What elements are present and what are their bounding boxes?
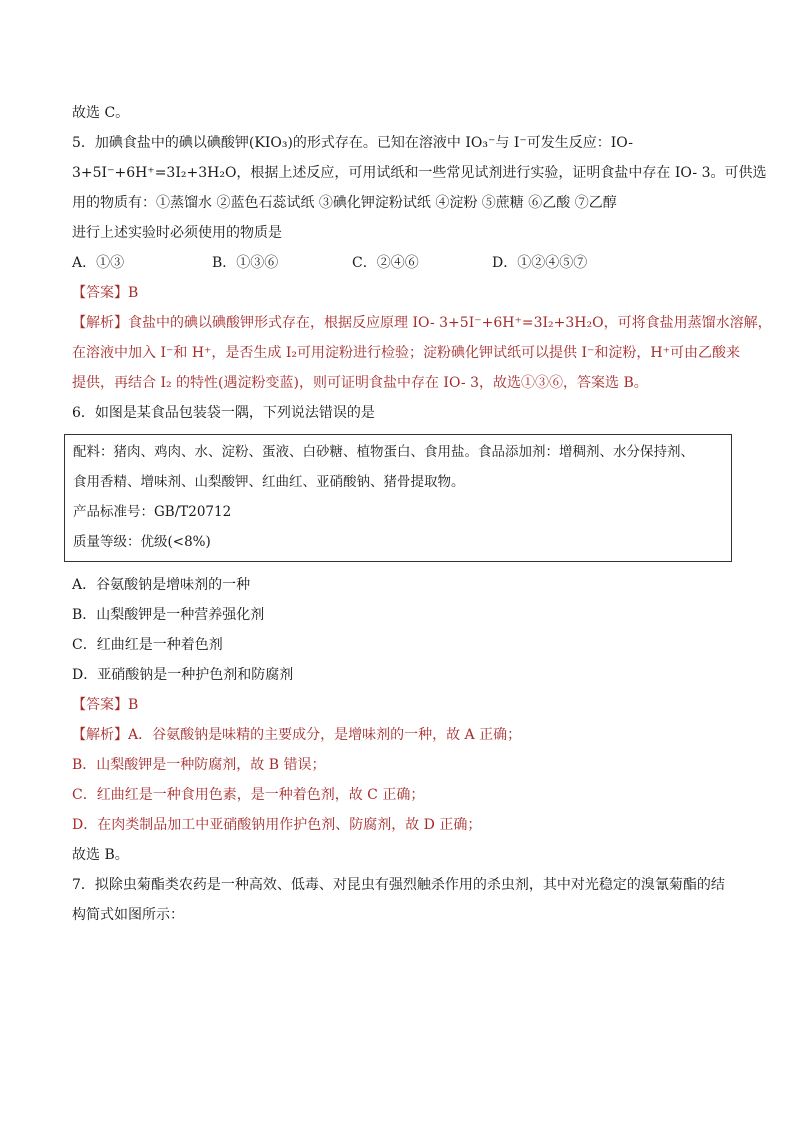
answer-value: B	[128, 285, 139, 301]
analysis-text: C．红曲红是一种食用色素，是一种着色剂，故 C 正确；	[72, 787, 425, 803]
analysis-text: D．在肉类制品加工中亚硝酸钠用作护色剂、防腐剂，故 D 正确；	[72, 817, 482, 833]
page-content	[72, 98, 772, 930]
question-5-options	[72, 248, 732, 278]
question-5-stem: 3+5I⁻+6H⁺=3I₂+3H₂O，根据上述反应，可用试纸和一些常见试剂进行实验，证明食盐中存在 IO- 3。可供选	[72, 165, 767, 181]
question-7-stem: 7．拟除虫菊酯类农药是一种高效、低毒、对昆虫有强烈触杀作用的杀虫剂，其中对光稳定的溴氰菊酯的结	[72, 877, 725, 893]
option-d: D．亚硝酸钠是一种护色剂和防腐剂	[72, 667, 294, 683]
option-a: A．谷氨酸钠是增味剂的一种	[72, 577, 251, 593]
analysis-line	[72, 308, 772, 338]
question-5-stem: 进行上述实验时必须使用的物质是	[72, 225, 282, 241]
analysis-text: 食盐中的碘以碘酸钾形式存在，根据反应原理 IO- 3+5I⁻+6H⁺=3I₂+3H₂O，可将食盐用蒸馏水溶解，	[128, 315, 772, 331]
analysis-tag: 【解析】	[72, 315, 128, 331]
question-5-stem: 5．加碘食盐中的碘以碘酸钾(KIO₃)的形式存在。已知在溶液中 IO₃⁻与 I⁻可发生反应：IO-	[72, 135, 633, 151]
question-5-stem: 用的物质有：①蒸馏水 ②蓝色石蕊试纸 ③碘化钾淀粉试纸 ④淀粉 ⑤蔗糖 ⑥乙酸 ⑦乙醇	[72, 195, 617, 211]
question-6-stem: 6．如图是某食品包装袋一隅，下列说法错误的是	[72, 405, 375, 421]
answer-tag: 【答案】	[72, 285, 128, 301]
label-line: 配料：猪肉、鸡肉、水、淀粉、蛋液、白砂糖、植物蛋白、食用盐。食品添加剂：增稠剂、水分保持剂、	[73, 444, 694, 460]
answer-line	[72, 278, 732, 308]
label-line: 产品标准号：GB/T20712	[73, 504, 232, 520]
option-b: B．①③⑥	[212, 255, 279, 271]
analysis-text: B．山梨酸钾是一种防腐剂，故 B 错误；	[72, 757, 326, 773]
analysis-text: A．谷氨酸钠是味精的主要成分，是增味剂的一种，故 A 正确；	[128, 727, 522, 743]
text-line: 故选 B。	[72, 847, 129, 863]
answer-line	[72, 690, 732, 720]
option-d: D．①②④⑤⑦	[492, 255, 588, 271]
food-label-box	[64, 434, 732, 562]
analysis-text: 提供，再结合 I₂ 的特性(遇淀粉变蓝)，则可证明食盐中存在 IO- 3，故选①③⑥，答案选 B。	[72, 375, 648, 391]
analysis-text: 在溶液中加入 I⁻和 H⁺，是否生成 I₂可用淀粉进行检验；淀粉碘化钾试纸可以提供 I⁻和淀粉，H⁺可由乙酸来	[72, 345, 740, 361]
analysis-line	[72, 720, 732, 750]
label-line: 质量等级：优级(<8%)	[73, 534, 211, 550]
option-a: A．①③	[72, 255, 125, 271]
question-7-stem: 构简式如图所示：	[72, 907, 184, 923]
option-c: C．红曲红是一种着色剂	[72, 637, 223, 653]
answer-tag: 【答案】	[72, 697, 128, 713]
option-c: C．②④⑥	[352, 255, 419, 271]
answer-value: B	[128, 697, 139, 713]
analysis-tag: 【解析】	[72, 727, 128, 743]
label-line: 食用香精、增味剂、山梨酸钾、红曲红、亚硝酸钠、猪骨提取物。	[73, 474, 465, 490]
text-line: 故选 C。	[72, 105, 130, 121]
option-b: B．山梨酸钾是一种营养强化剂	[72, 607, 265, 623]
